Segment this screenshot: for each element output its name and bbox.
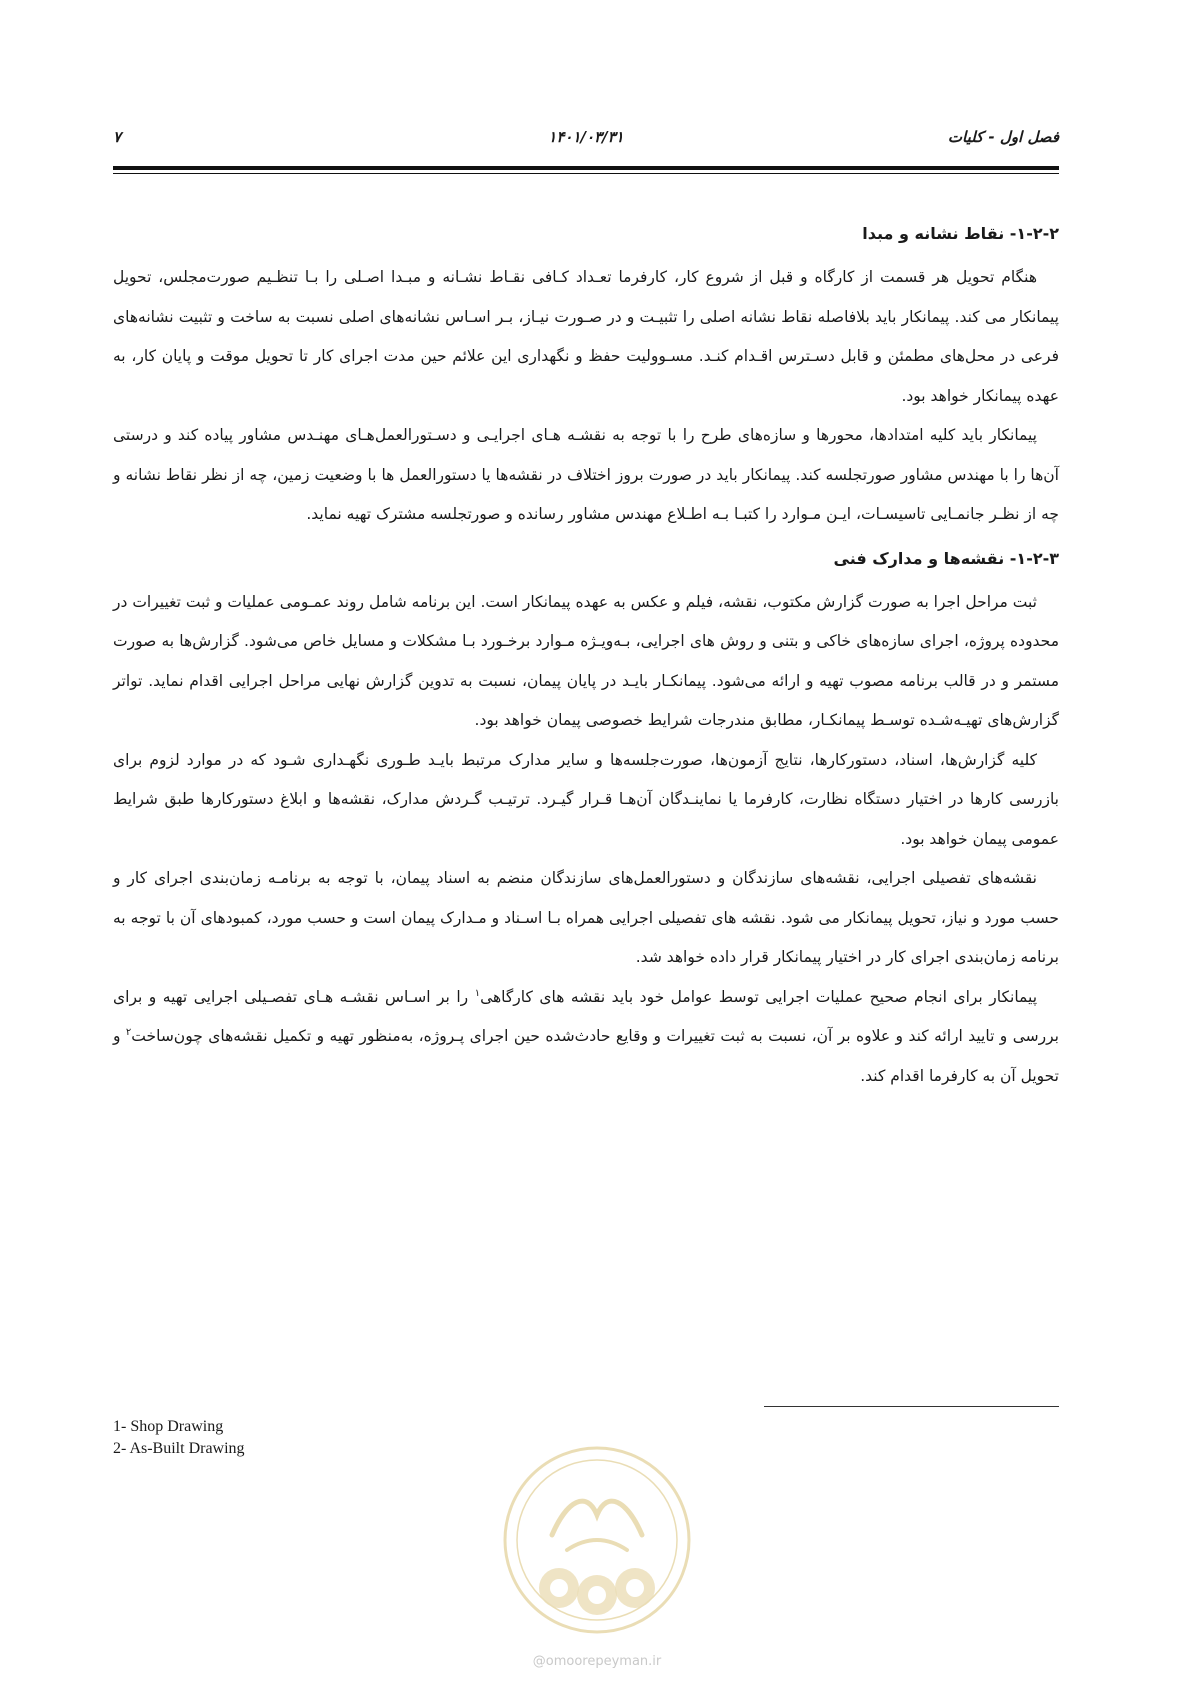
header-rule-thick [113, 166, 1059, 170]
paragraph-text: پیمانکار برای انجام صحیح عملیات اجرایی توسط عوامل خود باید نقشه های کارگاهی [480, 987, 1038, 1006]
footnote-separator [764, 1406, 1059, 1407]
footnote-marker-2: ۲ [125, 1026, 132, 1038]
paragraph: کلیه گزارش‌ها، اسناد، دستورکارها، نتایج آزمون‌ها، صورت‌جلسه‌ها و سایر مدارک مرتبط بایـد طـوری نگهـداری شـود که در موارد لزوم برای بازرسی کارها در اختیار دستگاه نظارت، کارفرما یا نماینـدگان آن‌هـا قـرار گیـرد. ترتیـب گـردش مدارک، نقشه‌ها و ابلاغ دستورکارها طبق شرایط عمومی پیمان خواهد بود. [113, 750, 1059, 848]
paragraph: هنگام تحویل هر قسمت از کارگاه و قبل از شروع کار، کارفرما تعـداد کـافی نقـاط نشـانه و مبـدا اصـلی را بـا تنظـیم صورت‌مجلس، تحویل پیمانکار می کند. پیمانکار باید بلافاصله نقاط نشانه اصلی را تثبیـت و در صـورت نیـاز، بـر اسـاس نشانه‌های اصلی نسبت به ساخت و تثبیت نشانه‌های فرعی در محل‌های مطمئن و قابل دسـترس اقـدام کنـد. مسـوولیت حفظ و نگهداری این علائم حین مدت اجرای کار تا تحویل موقت و پایان کار، به عهده پیمانکار خواهد بود. [113, 268, 1059, 405]
watermark-logo-icon [497, 1440, 697, 1640]
footnote-marker-1: ۱ [474, 987, 481, 999]
section-heading-drawings-documents: ۱-۲-۳- نقشه‌ها و مدارک فنی [833, 548, 1059, 568]
header-rule-thin [113, 173, 1059, 174]
header-date: ۱۴۰۱/۰۳/۳۱ [548, 128, 624, 146]
page-number: ۷ [113, 128, 122, 146]
watermark-url: @omoorepeyman.ir [532, 1654, 662, 1669]
paragraph: ثبت مراحل اجرا به صورت گزارش مکتوب، نقشه، فیلم و عکس به عهده پیمانکار است. این برنامه شامل روند عمـومی عملیات و ثبت تغییرات در محدوده پروژه، اجرای سازه‌های خاکی و بتنی و روش های اجرایی، بـه‌ویـژه مـوارد برخـورد بـا مشکلات و مسایل خاص می‌شود. گزارش‌ها به صورت مستمر و در قالب برنامه مصوب تهیه و ارائه می‌شود. پیمانکـار بایـد در پایان پیمان، نسبت به تدوین گزارش نهایی مراحل اجرایی اقدام نماید. تواتر گزارش‌های تهیـه‌شـده توسـط پیمانکـار، مطابق مندرجات شرایط خصوصی پیمان خواهد بود. [113, 592, 1059, 729]
paragraph-text: و تحویل آن به کارفرما اقدام کند. [113, 1027, 1059, 1085]
chapter-title: فصل اول - کلیات [947, 128, 1059, 146]
paragraph-text: را بر اسـاس نقشـه هـای تفصـیلی اجرایی تهیه و برای بررسی و تایید ارائه کند و علاوه بر آن، نسبت به ثبت تغییرات و وقایع حادث‌شده حین اجرای پـروژه، به‌منظور تهیه و تکمیل نقشه‌های چون‌ساخت [113, 987, 1059, 1045]
page-body [113, 220, 1059, 1096]
paragraph-with-footnotes [113, 978, 1059, 1097]
paragraph: نقشه‌های تفصیلی اجرایی، نقشه‌های سازندگان و دستورالعمل‌های سازندگان منضم به اسناد پیمان، با توجه به برنامـه زمان‌بندی اجرای کار و حسب مورد و نیاز، تحویل پیمانکار می شود. نقشه های تفصیلی اجرایی همراه بـا اسـناد و مـدارک پیمان است و حسب مورد، کمبودهای آن با توجه به برنامه زمان‌بندی اجرای کار در اختیار پیمانکار قرار داده خواهد شد. [113, 869, 1059, 966]
paragraph: پیمانکار باید کلیه امتدادها، محورها و سازه‌های طرح را با توجه به نقشـه هـای اجرایـی و دسـتورالعمل‌هـای مهنـدس مشاور پیاده کند و درستی آن‌ها را با مهندس مشاور صورتجلسه کند. پیمانکار باید در صورت بروز اختلاف در نقشه‌ها یا دستورالعمل ها با وضعیت زمین، چه از نظر نقاط نشانه و چه از نظـر جانمـایی تاسیسـات، ایـن مـوارد را کتبـا بـه اطـلاع مهندس مشاور رسانده و صورتجلسه مشترک تهیه نماید. [113, 426, 1059, 523]
section-heading-reference-points: ۱-۲-۲- نقاط نشانه و مبدا [862, 224, 1059, 243]
footnote-1: 1- Shop Drawing [113, 1418, 224, 1435]
footnotes [113, 1416, 245, 1460]
footnote-2: 2- As-Built Drawing [113, 1440, 245, 1457]
page-header [113, 128, 1059, 158]
